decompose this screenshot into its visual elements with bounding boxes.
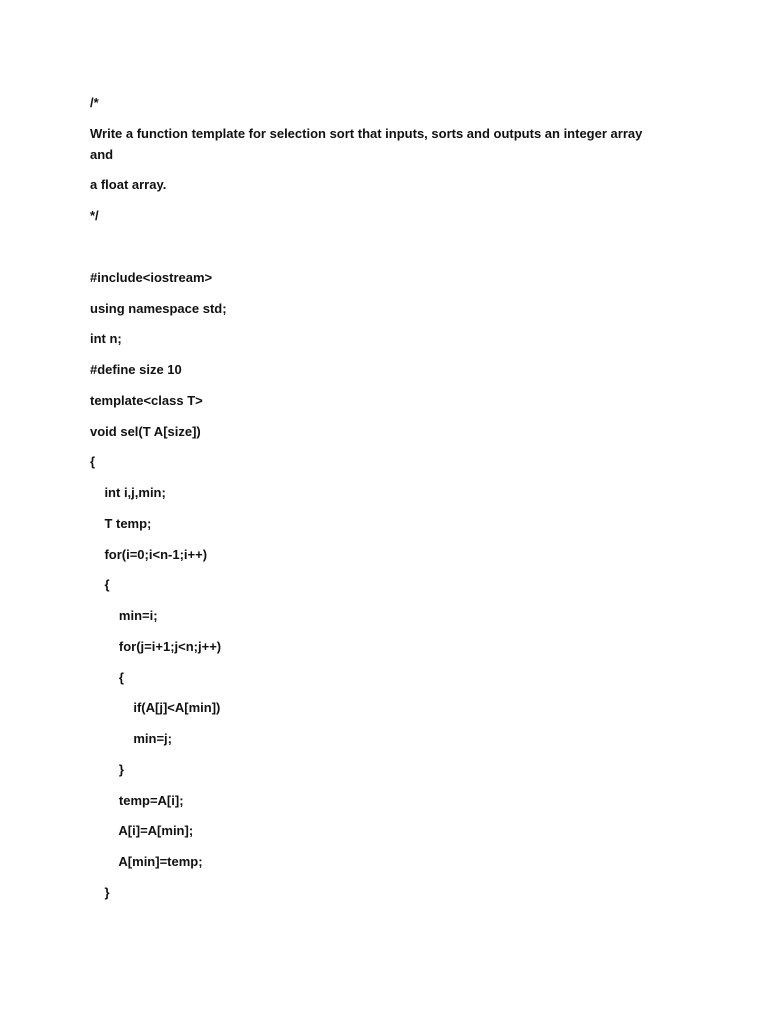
code-line-include: #include<iostream> [90,270,213,285]
code-line-for-i: for(i=0;i<n-1;i++) [90,547,208,562]
code-line-open-brace: { [90,454,96,469]
code-line-min-i: min=i; [90,608,158,623]
code-line-namespace: using namespace std; [90,301,227,316]
code-line-for-j: for(j=i+1;j<n;j++) [90,639,222,654]
comment-text-line-2: and [90,147,114,162]
code-line-decl: int i,j,min; [90,485,166,500]
comment-open: /* [90,95,99,110]
code-line-min-j: min=j; [90,731,172,746]
code-line-function: void sel(T A[size]) [90,424,201,439]
code-line-temp-assign: temp=A[i]; [90,793,184,808]
comment-text-line-1: Write a function template for selection sort that inputs, sorts and outputs an integer array [90,126,643,141]
code-line-amin-assign: A[min]=temp; [90,854,203,869]
code-line-close-1: } [90,885,110,900]
code-line-temp: T temp; [90,516,152,531]
code-line-define: #define size 10 [90,362,182,377]
comment-text-line-3: a float array. [90,177,167,192]
code-line-int-n: int n; [90,331,122,346]
code-line-brace-2: { [90,670,124,685]
code-line-close-2: } [90,762,124,777]
comment-close: */ [90,208,99,223]
code-line-if: if(A[j]<A[min]) [90,700,221,715]
code-line-brace-1: { [90,577,110,592]
code-line-ai-assign: A[i]=A[min]; [90,823,194,838]
code-line-template: template<class T> [90,393,203,408]
